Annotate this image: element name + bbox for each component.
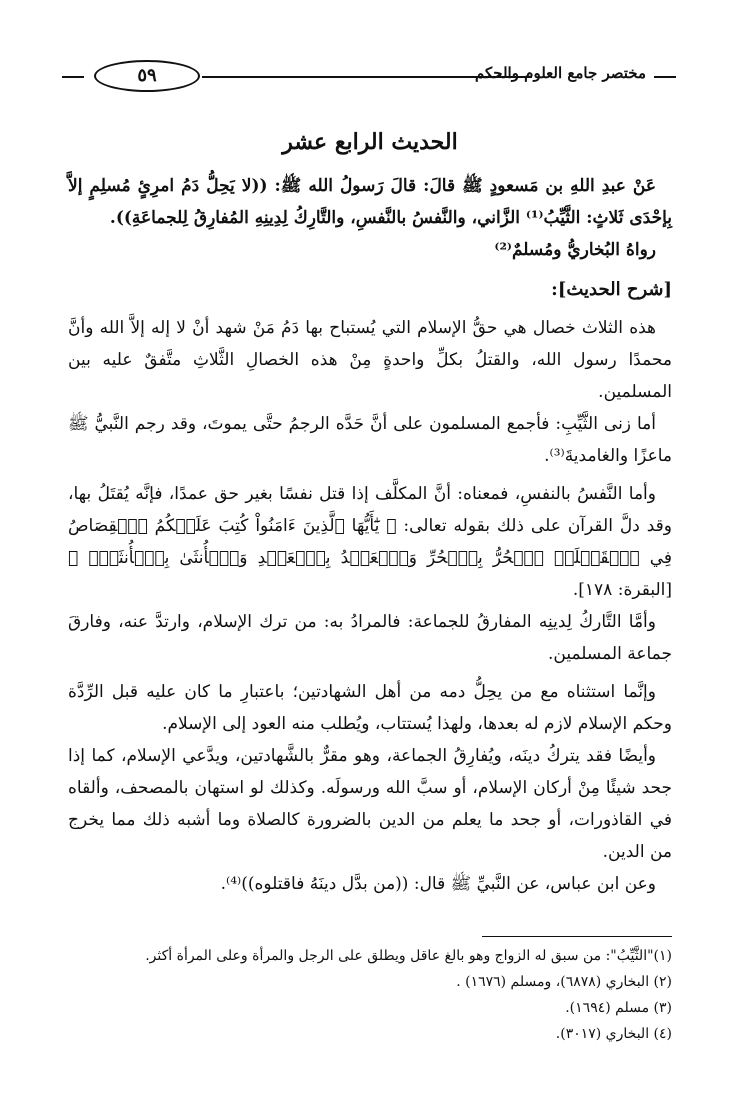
page-header <box>62 58 676 98</box>
hadith-title: الحديث الرابع عشر <box>282 129 458 155</box>
paragraph: هذه الثلاث خصال هي حقُّ الإسلام التي يُستباح بها دَمُ مَنْ شهد أنْ لا إله إلاَّ الله وأنَّ محمدًا رسول الله، والقتلُ بكلِّ واحدةٍ مِنْ هذه الخصالِ الثَّلاثِ متَّفقٌ عليه بين المسلمين. <box>68 318 672 402</box>
book-title: مختصر جامع العلوم والحكم <box>475 64 646 82</box>
sharh-heading: [شرح الحديث]: <box>551 279 672 300</box>
paragraph: وأيضًا فقد يتركُ دينَه، ويُفارِقُ الجماعة، وهو مقرٌّ بالشَّهادتين، ويدَّعي الإسلام، كما إذا جحد شيئًا مِنْ أركان الإسلام، أو سبَّ الله ورسولَه. وكذلك لو استهان بالمصحف، وألقاه في القاذورات، أو جحد ما يعلم من الدين بالضرورة كالصلاة وما أشبه ذلك مما يخرج من الدين. <box>68 746 672 862</box>
page-number: ٥٩ <box>94 60 200 92</box>
page-body <box>68 126 672 900</box>
footnote-rule <box>482 936 672 937</box>
footnote-item: (١)"الثَّيِّبُ": من سبق له الزواج وهو بالغ عاقل ويطلق على الرجل والمرأة وعلى المرأة أكثر. <box>145 948 672 964</box>
hadith-text: عَنْ عبدِ اللهِ بن مَسعودٍ ﷺ قالَ: قالَ رَسولُ الله ﷺ: ((لا يَحِلُّ دَمُ امرِئٍ مُسلِمٍ إلاَّ بِإحْدَى ثَلاثٍ: الثَّيِّبُ⁽¹⁾ الزَّاني، والنَّفسُ بالنَّفسِ، والتَّارِكُ لِدِينِهِ المُفارِقُ لِلجماعَةِ)). <box>68 176 672 228</box>
paragraph: أما زنى الثَّيِّبِ: فأجمع المسلمون على أنَّ حَدَّه الرجمُ حتَّى يموتَ، وقد رجم النَّبيُّ ﷺ ماعزًا والغامديةَ⁽³⁾. <box>68 414 672 466</box>
footnote-item: (٤) البخاري (٣٠١٧). <box>555 1026 672 1042</box>
paragraph: وإنَّما استثناه مع من يحِلُّ دمه من أهل الشهادتين؛ باعتبارِ ما كان عليه قبل الرِّدَّة وحكم الإسلام لازم له بعدها، ولهذا يُستتاب، ويُطلب منه العود إلى الإسلام. <box>68 682 672 734</box>
footnote-item: (٣) مسلم (١٦٩٤). <box>565 1000 672 1016</box>
paragraph: وأمَّا التَّاركُ لِدينِه المفارقُ للجماعة: فالمرادُ به: من ترك الإسلام، وارتدَّ عنه، وفارقَ جماعة المسلمين. <box>68 612 672 664</box>
header-dash-left <box>62 76 84 78</box>
paragraph: وأما النَّفسُ بالنفسِ، فمعناه: أنَّ المكلَّف إذا قتل نفسًا بغير حق عمدًا، فإنَّه يُقتَلُ بها، وقد دلَّ القرآن على ذلك بقوله تعالى: ﴿ يَٰٓأَيُّهَا ٱلَّذِينَ ءَامَنُواْ كُتِبَ عَلَيۡكُمُ ٱلۡقِصَاصُ فِي ٱلۡقَتۡلَىۖ ٱلۡحُرُّ بِٱلۡحُرِّ وَٱلۡعَبۡدُ بِٱلۡعَبۡدِ وَٱلۡأُنثَىٰ بِٱلۡأُنثَىٰۚ ﴾ [البقرة: ١٧٨]. <box>68 484 672 600</box>
hadith-narrators: رواهُ البُخاريُّ ومُسلمٌ⁽²⁾ <box>494 240 656 260</box>
header-dash-right <box>654 76 676 78</box>
footnotes <box>90 936 672 1047</box>
footnote-item: (٢) البخاري (٦٨٧٨)، ومسلم (١٦٧٦) . <box>456 974 672 990</box>
paragraph: وعن ابن عباس، عن النَّبيِّ ﷺ قال: ((من بدَّل دينَهُ فاقتلوه))⁽⁴⁾. <box>220 874 656 894</box>
